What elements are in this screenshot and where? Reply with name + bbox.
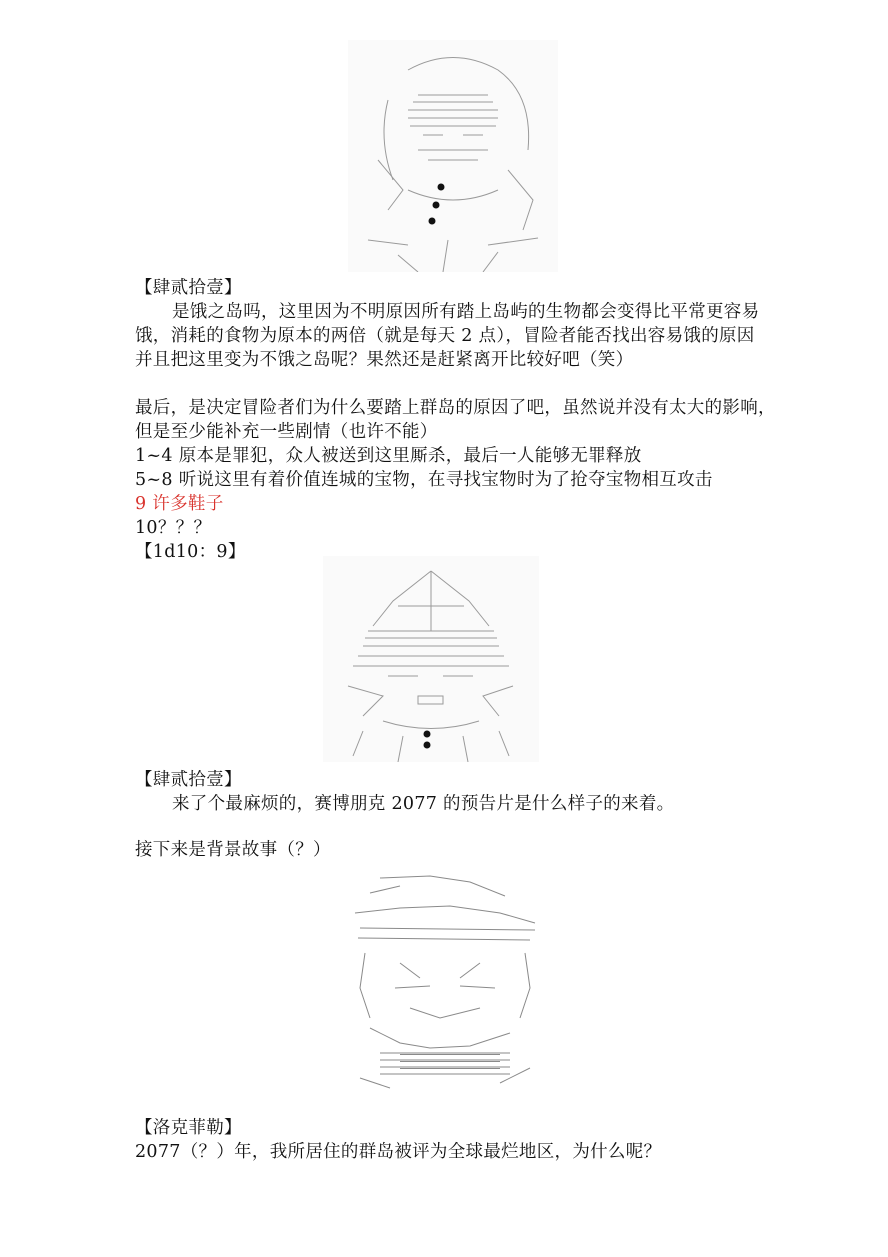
paragraph-line: 最后，是决定冒险者们为什么要踏上群岛的原因了吧，虽然说并没有太大的影响，: [135, 398, 776, 418]
ascii-art-drawing-2: [323, 556, 539, 762]
paragraph-line: 来了个最麻烦的，赛博朋克 2077 的预告片是什么样子的来着。: [172, 794, 675, 814]
option-line: 1~4 原本是罪犯，众人被送到这里厮杀，最后一人能够无罪释放: [135, 446, 642, 466]
ascii-art-image-2: [323, 556, 539, 762]
ascii-art-drawing-1: [348, 40, 558, 272]
paragraph-line: 接下来是背景故事（？）: [135, 840, 331, 860]
dice-roll-result: 【1d10：9】: [135, 542, 246, 562]
ascii-art-drawing-3: [340, 868, 550, 1094]
paragraph-line: 但是至少能补充一些剧情（也许不能）: [135, 422, 438, 442]
paragraph-line: 并且把这里变为不饿之岛呢？果然还是赶紧离开比较好吧（笑）: [135, 350, 634, 370]
paragraph-line: 是饿之岛吗，这里因为不明原因所有踏上岛屿的生物都会变得比平常更容易: [172, 302, 760, 322]
ascii-art-image-1: [348, 40, 558, 272]
option-line-highlighted: 9 许多鞋子: [135, 494, 224, 514]
ascii-art-image-3: [340, 868, 550, 1094]
speaker-label: 【肆贰拾壹】: [135, 770, 242, 790]
speaker-label: 【肆贰拾壹】: [135, 278, 242, 298]
option-line: 10？？？: [135, 518, 212, 538]
paragraph-line: 饿，消耗的食物为原本的两倍（就是每天 2 点），冒险者能否找出容易饿的原因: [135, 326, 755, 346]
paragraph-line: 2077（？）年，我所居住的群岛被评为全球最烂地区，为什么呢？: [135, 1142, 662, 1162]
option-line: 5~8 听说这里有着价值连城的宝物，在寻找宝物时为了抢夺宝物相互攻击: [135, 470, 713, 490]
speaker-label: 【洛克菲勒】: [135, 1118, 242, 1138]
